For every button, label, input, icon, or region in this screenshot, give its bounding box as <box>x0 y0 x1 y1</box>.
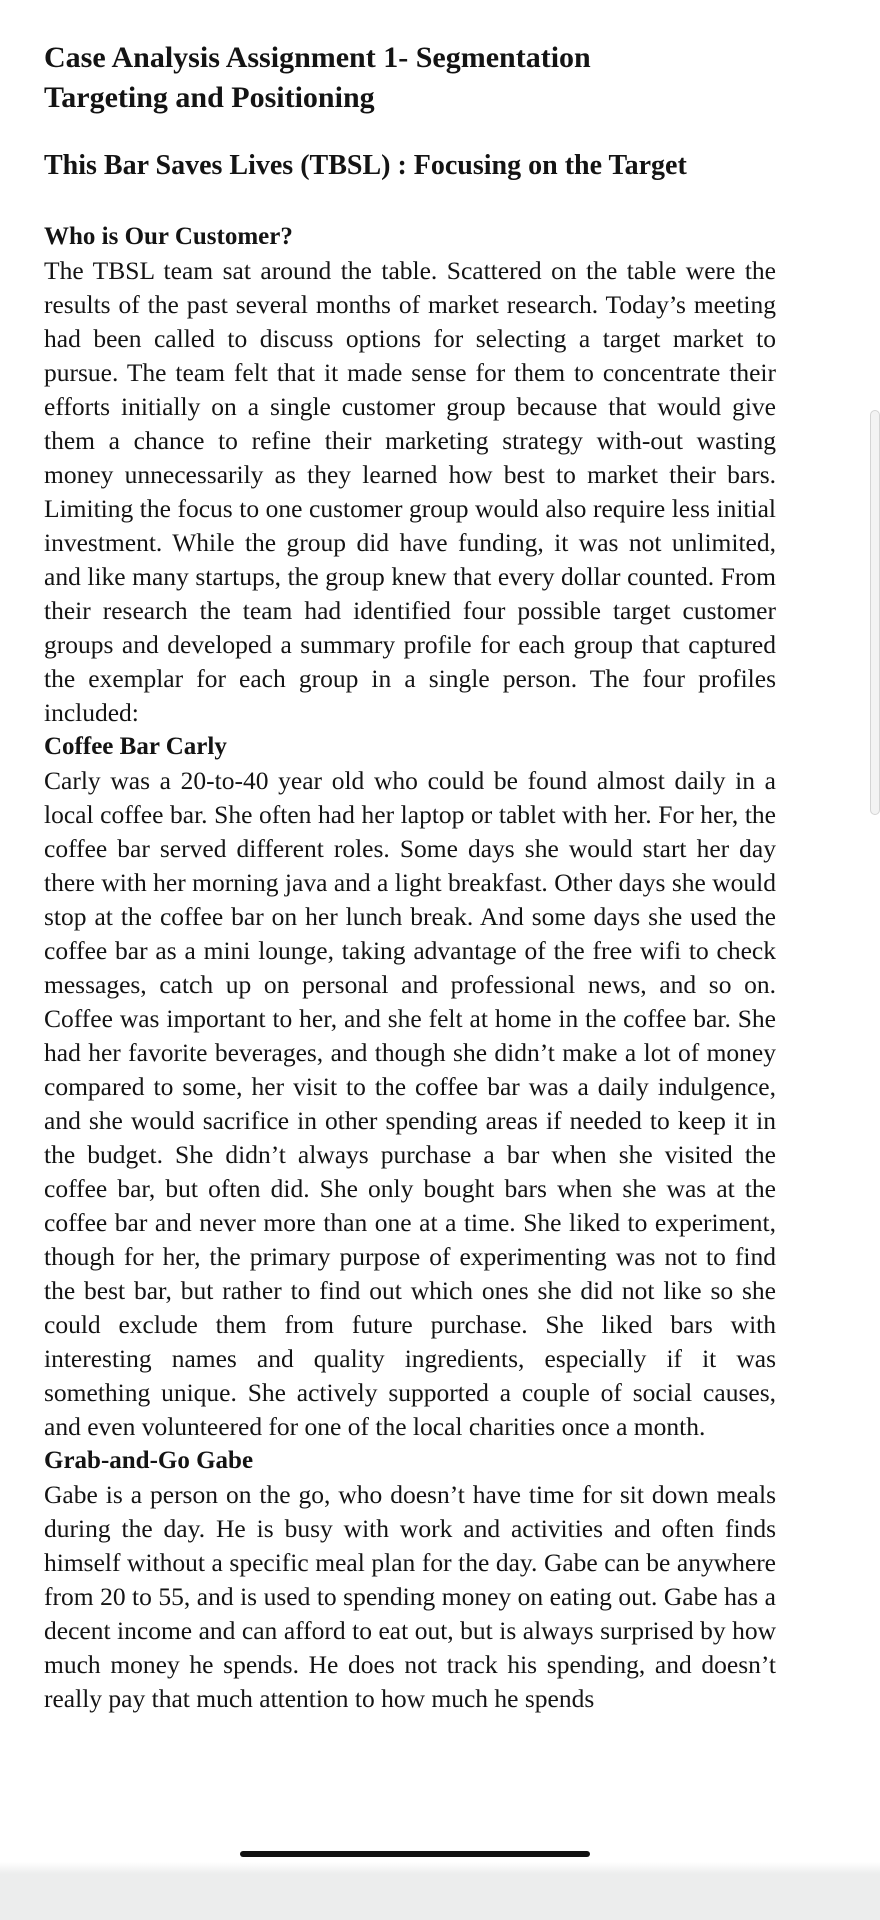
vertical-scrollbar[interactable] <box>870 410 880 815</box>
heading-who-is-our-customer: Who is Our Customer? <box>44 223 293 250</box>
title-line-2: Targeting and Positioning <box>44 81 375 114</box>
paragraph-customer-intro: The TBSL team sat around the table. Scattered on the table were the results of the past several months of market research. Today’s meeting had been called to discuss options for selecting a target market to pursue. The team felt that it made sense for them to concentrate their efforts initially on a single customer group because that would give them a chance to refine their marketing strategy with-out wasting money unnecessarily as they learned how best to market their bars. Limiting the focus to one customer group would also require less initial investment. While the group did have funding, it was not unlimited, and like many startups, the group knew that every dollar counted. From their research the team had identified four possible target customer groups and developed a summary profile for each group that captured the exemplar for each group in a single person. The four profiles included: <box>44 256 776 727</box>
bottom-fade <box>0 1862 880 1874</box>
heading-grab-and-go-gabe: Grab-and-Go Gabe <box>44 1447 254 1474</box>
document-subtitle: This Bar Saves Lives (TBSL) : Focusing on the Target <box>44 150 687 181</box>
bottom-toolbar <box>0 1874 880 1920</box>
heading-coffee-bar-carly: Coffee Bar Carly <box>44 733 227 760</box>
paragraph-carly-profile: Carly was a 20-to-40 year old who could be found almost daily in a local coffee bar. She often had her laptop or tablet with her. For her, the coffee bar served different roles. Some days she would start her day there with her morning java and a light breakfast. Other days she would stop at the coffee bar on her lunch break. And some days she used the coffee bar as a mini lounge, taking advantage of the free wifi to check messages, catch up on personal and professional news, and so on. Coffee was important to her, and she felt at home in the coffee bar. She had her favorite beverages, and though she didn’t make a lot of money compared to some, her visit to the coffee bar was a daily indulgence, and she would sacrifice in other spending areas if needed to keep it in the budget. She didn’t always purchase a bar when she visited the coffee bar, but often did. She only bought bars when she was at the coffee bar and never more than one at a time. She liked to experiment, though for her, the primary purpose of experimenting was not to find the best bar, but rather to find out which ones she did not like so she could exclude them from future purchase. She liked bars with interesting names and quality ingredients, especially if it was something unique. She actively supported a couple of social causes, and even volunteered for one of the local charities once a month. <box>44 766 776 1441</box>
document-title <box>44 38 776 118</box>
document-content <box>44 38 776 1716</box>
title-line-1: Case Analysis Assignment 1- Segmentation <box>44 41 591 74</box>
handwritten-underline-mark <box>240 1851 590 1857</box>
paragraph-gabe-profile: Gabe is a person on the go, who doesn’t have time for sit down meals during the day. He is busy with work and activities and often finds himself without a specific meal plan for the day. Gabe can be anywhere from 20 to 55, and is used to spending money on eating out. Gabe has a decent income and can afford to eat out, but is always surprised by how much money he spends. He does not track his spending, and doesn’t really pay that much attention to how much he spends <box>44 1480 776 1713</box>
